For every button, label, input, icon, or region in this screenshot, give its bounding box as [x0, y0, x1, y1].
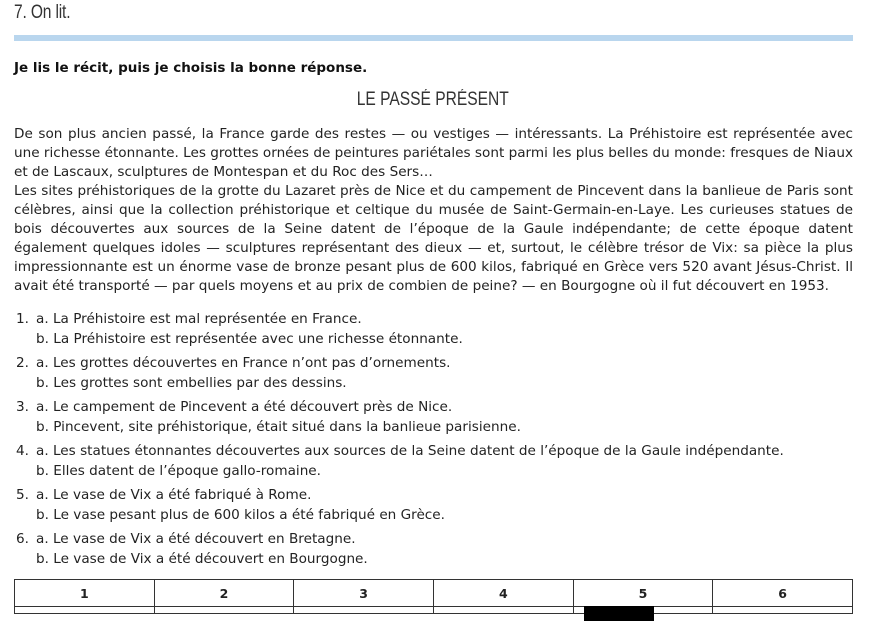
question-number: 6.: [16, 531, 29, 547]
option-a[interactable]: a. Le vase de Vix a été découvert en Bretagne.: [36, 531, 356, 547]
answer-cell[interactable]: [294, 607, 434, 614]
option-a[interactable]: a. Le campement de Pincevent a été découvert près de Nice.: [36, 399, 453, 415]
answer-header-cell: 3: [294, 580, 434, 607]
answer-header-cell: 4: [433, 580, 573, 607]
answer-header-cell: 6: [713, 580, 853, 607]
option-a[interactable]: a. Le vase de Vix a été fabriqué à Rome.: [36, 487, 312, 503]
option-b[interactable]: b. Le vase pesant plus de 600 kilos a été fabriqué en Grèce.: [36, 506, 445, 523]
answer-table: [14, 579, 853, 614]
option-a[interactable]: a. Les statues étonnantes découvertes aux sources de la Seine datent de l’époque de la Gaule indépendante.: [36, 443, 784, 459]
answer-header-cell: 5: [573, 580, 713, 607]
story-paragraph: De son plus ancien passé, la France garde des restes — ou vestiges — intéressants. La Préhistoire est représentée avec une richesse étonnante. Les grottes ornées de peintures pariétales sont parmi les plus belles du monde: fresques de Niaux et de Lascaux, sculptures de Montespan et du Roc des Sers…: [14, 126, 853, 180]
question-number: 1.: [16, 311, 29, 327]
answer-table-input-row: [15, 607, 853, 614]
story-title-text: LE PASSÉ PRÉSENT: [356, 89, 510, 110]
question-list: [14, 310, 853, 574]
answer-cell[interactable]: [433, 607, 573, 614]
question-item: [14, 310, 853, 349]
question-number: 2.: [16, 355, 29, 371]
option-b[interactable]: b. Les grottes sont embellies par des dessins.: [36, 374, 347, 391]
answer-header-cell: 2: [154, 580, 294, 607]
question-number: 5.: [16, 487, 29, 503]
answer-table-header-row: [15, 580, 853, 607]
answer-header-cell: 1: [15, 580, 155, 607]
option-b[interactable]: b. Pincevent, site préhistorique, était situé dans la banlieue parisienne.: [36, 418, 521, 435]
story-title: [0, 89, 866, 111]
option-a[interactable]: a. La Préhistoire est mal représentée en France.: [36, 311, 362, 327]
question-number: 4.: [16, 443, 29, 459]
question-item: [14, 398, 853, 437]
question-item: [14, 354, 853, 393]
story-text: [14, 125, 853, 296]
question-number: 3.: [16, 399, 29, 415]
question-item: [14, 442, 853, 481]
answer-cell[interactable]: [713, 607, 853, 614]
question-item: [14, 530, 853, 569]
instruction-text: Je lis le récit, puis je choisis la bonne réponse.: [14, 60, 368, 76]
story-paragraph: Les sites préhistoriques de la grotte du Lazaret près de Nice et du campement de Pincevent dans la banlieue de Paris sont célèbres, ainsi que la collection préhistorique et celtique du musée de Saint-Germain-en-Laye. Les curieuses statues de bois découvertes aux sources de la Seine datent de l’époque de la Gaule indépendante; de cette époque datent également quelques idoles — sculptures représentant des dieux — et, surtout, le célèbre trésor de Vix: sa pièce la plus impressionnante est un énorme vase de bronze pesant plus de 600 kilos, fabriqué en Grèce vers 520 avant Jésus-Christ. Il avait été transporté — par quels moyens et au prix de combien de peine? — en Bourgogne où il fut découvert en 1953.: [14, 183, 853, 294]
option-b[interactable]: b. Le vase de Vix a été découvert en Bourgogne.: [36, 550, 368, 567]
section-divider: [14, 35, 853, 41]
question-item: [14, 486, 853, 525]
answer-cell[interactable]: [154, 607, 294, 614]
option-a[interactable]: a. Les grottes découvertes en France n’ont pas d’ornements.: [36, 355, 451, 371]
option-b[interactable]: b. Elles datent de l’époque gallo-romaine.: [36, 462, 321, 479]
answer-cell[interactable]: [15, 607, 155, 614]
option-b[interactable]: b. La Préhistoire est représentée avec une richesse étonnante.: [36, 330, 463, 347]
redaction-block: [584, 606, 654, 621]
section-title: 7. On lit.: [14, 2, 71, 23]
